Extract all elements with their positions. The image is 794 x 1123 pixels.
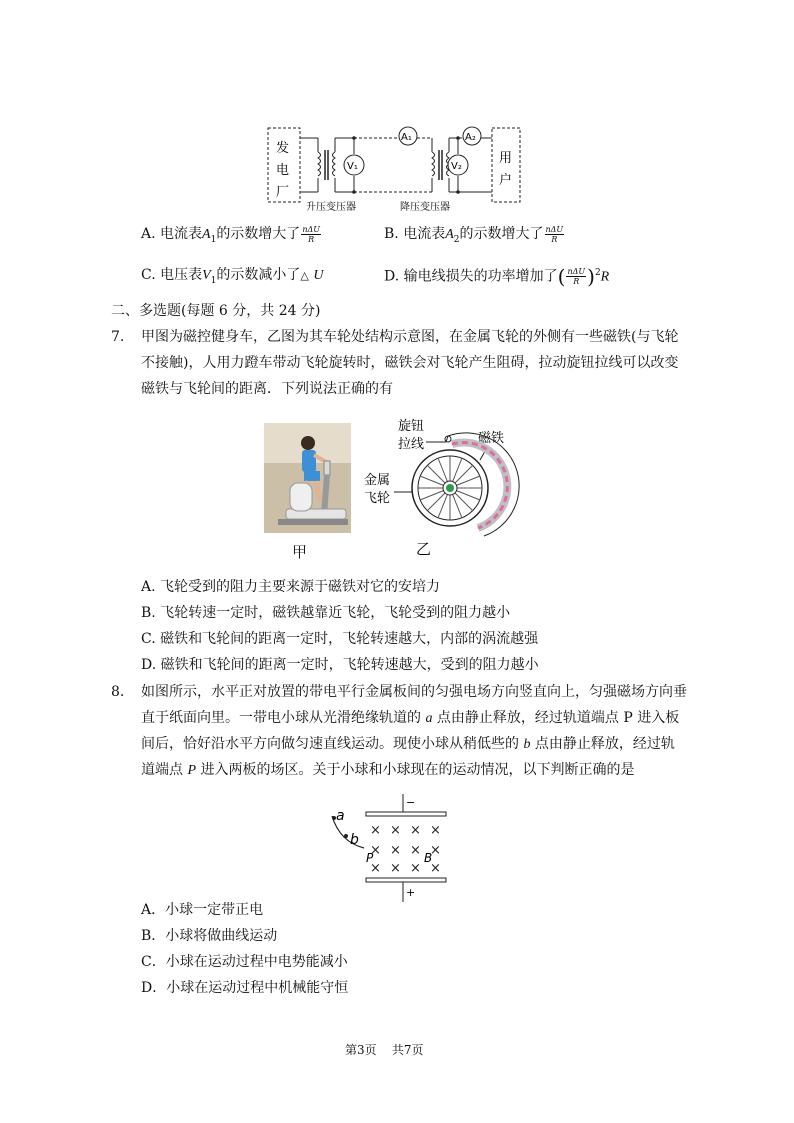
field-cross: × — [390, 823, 401, 838]
q8-stem-text: 进入两板的场区。关于小球和小球现在的运动情况，以下判断正确的是 — [196, 762, 635, 778]
q6-option-c-prefix: C. 电压表 — [141, 267, 203, 283]
q8-stem-line-4 — [141, 760, 634, 781]
q8-option-c: C．小球在运动过程中电势能减小 — [141, 954, 348, 970]
q6-option-d-r: R — [600, 269, 610, 285]
q7-option-b: B. 飞轮转速一定时，磁铁越靠近飞轮，飞轮受到的阻力越小 — [141, 605, 511, 621]
field-cross: × — [430, 823, 441, 838]
field-cross: × — [370, 823, 381, 838]
q6-option-d — [384, 263, 609, 288]
q6-option-a-sub: 1 — [210, 234, 217, 245]
field-b-label: B — [424, 851, 433, 865]
q6-option-d-power: 2 — [594, 268, 601, 278]
step-down-label: 降压变压器 — [400, 202, 450, 213]
q6-option-b-meter: A — [445, 227, 454, 242]
field-cross: × — [410, 843, 421, 858]
q8-option-b: B．小球将做曲线运动 — [141, 928, 278, 944]
field-cross: × — [410, 861, 421, 876]
q6-option-b-sub: 2 — [453, 234, 460, 245]
plant-char-3: 厂 — [276, 185, 290, 200]
v1-meter-label: V₁ — [347, 161, 358, 172]
q6-option-a — [141, 224, 322, 250]
q8-stem-line-2 — [141, 708, 679, 729]
paren-open: ( — [557, 264, 566, 289]
field-cross: × — [370, 843, 381, 858]
point-b-label: b — [350, 832, 359, 848]
fraction-denominator: R — [573, 277, 580, 287]
label-jia: 甲 — [292, 543, 308, 561]
q6-option-c-u: U — [313, 268, 324, 283]
point-p-label: P — [366, 851, 374, 865]
label-yi: 乙 — [416, 540, 432, 558]
q8-number: 8. — [111, 684, 125, 700]
q8-stem-var: P — [187, 763, 197, 778]
field-cross: × — [410, 823, 421, 838]
paren-close: ) — [587, 264, 595, 289]
q7-number: 7. — [111, 329, 125, 345]
minus-sign: − — [406, 796, 416, 809]
q6-option-a-meter: A — [202, 227, 211, 242]
point-a-label: a — [336, 808, 345, 824]
q8-stem-line-3 — [141, 734, 675, 755]
q6-option-b-text: 的示数增大了 — [459, 226, 544, 242]
user-char-2: 户 — [499, 173, 513, 188]
fraction-numerator: nΔU — [545, 224, 564, 234]
field-cross: × — [430, 843, 441, 858]
fraction-denominator: R — [551, 234, 558, 244]
magnet-label: 磁铁 — [478, 431, 505, 446]
user-char-1: 用 — [499, 151, 513, 166]
q6-option-b-prefix: B. 电流表 — [384, 226, 446, 242]
q8-option-a: A．小球一定带正电 — [141, 902, 264, 918]
fraction-numerator: nΔU — [567, 267, 586, 277]
q8-stem-text: 间后，恰好沿水平方向做匀速直线运动。现使小球从稍低些的 — [141, 736, 524, 752]
flywheel-diagram — [360, 412, 520, 562]
flywheel-label-1: 金属 — [364, 473, 391, 488]
page-number: 第3页 共7页 — [345, 1043, 424, 1057]
q6-option-a-text: 的示数增大了 — [216, 226, 301, 242]
q7-option-d: D. 磁铁和飞轮间的距离一定时，飞轮转速越大，受到的阻力越小 — [141, 657, 539, 673]
section-heading: 二、多选题(每题 6 分，共 24 分) — [111, 303, 321, 319]
q6-option-c — [141, 265, 323, 291]
fraction-denominator: R — [308, 234, 315, 244]
a1-meter-label: A₁ — [401, 132, 412, 143]
field-cross: × — [370, 861, 381, 876]
q6-option-b-fraction — [545, 225, 565, 244]
exercise-bike-photo — [264, 423, 351, 533]
plant-char-1: 发 — [276, 141, 290, 156]
a2-meter-label: A₂ — [465, 132, 476, 143]
q7-stem-line-2: 不接触)，人用力蹬车带动飞轮旋转时，磁铁会对飞轮产生阻碍，拉动旋钮拉线可以改变 — [141, 355, 679, 371]
q6-option-c-meter: V — [202, 268, 211, 283]
q8-stem-text: 点由静止释放，经过轨道端点 P 进入板 — [432, 710, 680, 726]
knob-label-2: 拉线 — [398, 437, 425, 452]
q8-stem-var: b — [523, 737, 531, 752]
q6-option-c-delta: △ — [300, 269, 309, 282]
plant-char-2: 电 — [276, 163, 290, 178]
plus-sign: + — [406, 886, 416, 899]
q7-stem-line-3: 磁铁与飞轮间的距离．下列说法正确的有 — [141, 381, 393, 397]
q8-stem-text: 如图所示，水平正对放置的带电平行金属板间的匀强电场方向竖直向上，匀强磁场方向垂 — [141, 684, 687, 700]
q7-option-a: A. 飞轮受到的阻力主要来源于磁铁对它的安培力 — [141, 579, 441, 595]
q8-stem-text: 点由静止释放，经过轨 — [530, 736, 675, 752]
q6-option-b — [384, 224, 565, 250]
bike-illustration — [264, 423, 351, 533]
q6-option-c-text: 的示数减小了 — [216, 267, 301, 283]
q7-option-c: C. 磁铁和飞轮间的距离一定时，飞轮转速越大，内部的涡流越强 — [141, 631, 539, 647]
flywheel-label-2: 飞轮 — [364, 491, 391, 506]
q6-option-a-fraction — [301, 225, 321, 244]
fraction-numerator: nΔU — [302, 224, 320, 234]
q6-option-c-sub: 1 — [210, 275, 217, 286]
q8-stem-text: 直于纸面向里。一带电小球从光滑绝缘轨道的 — [141, 710, 426, 726]
parallel-plates-diagram — [326, 792, 456, 904]
field-cross: × — [390, 861, 401, 876]
q6-option-d-text: D. 输电线损失的功率增加了 — [384, 268, 558, 285]
q8-stem-line-1 — [141, 682, 687, 702]
v2-meter-label: V₂ — [451, 161, 462, 172]
field-cross: × — [390, 843, 401, 858]
field-cross: × — [430, 861, 441, 876]
transformer-circuit-diagram — [262, 124, 524, 214]
q6-option-d-fraction — [566, 267, 586, 286]
q6-option-a-prefix: A. 电流表 — [141, 226, 203, 242]
q8-stem-var: a — [425, 711, 433, 726]
q7-stem-line-1: 甲图为磁控健身车，乙图为其车轮处结构示意图，在金属飞轮的外侧有一些磁铁(与飞轮 — [141, 329, 679, 345]
q8-option-d: D．小球在运动过程中机械能守恒 — [141, 980, 349, 996]
step-up-label: 升压变压器 — [306, 202, 356, 213]
q8-stem-text: 道端点 — [141, 762, 188, 778]
knob-label-1: 旋钮 — [398, 419, 425, 434]
